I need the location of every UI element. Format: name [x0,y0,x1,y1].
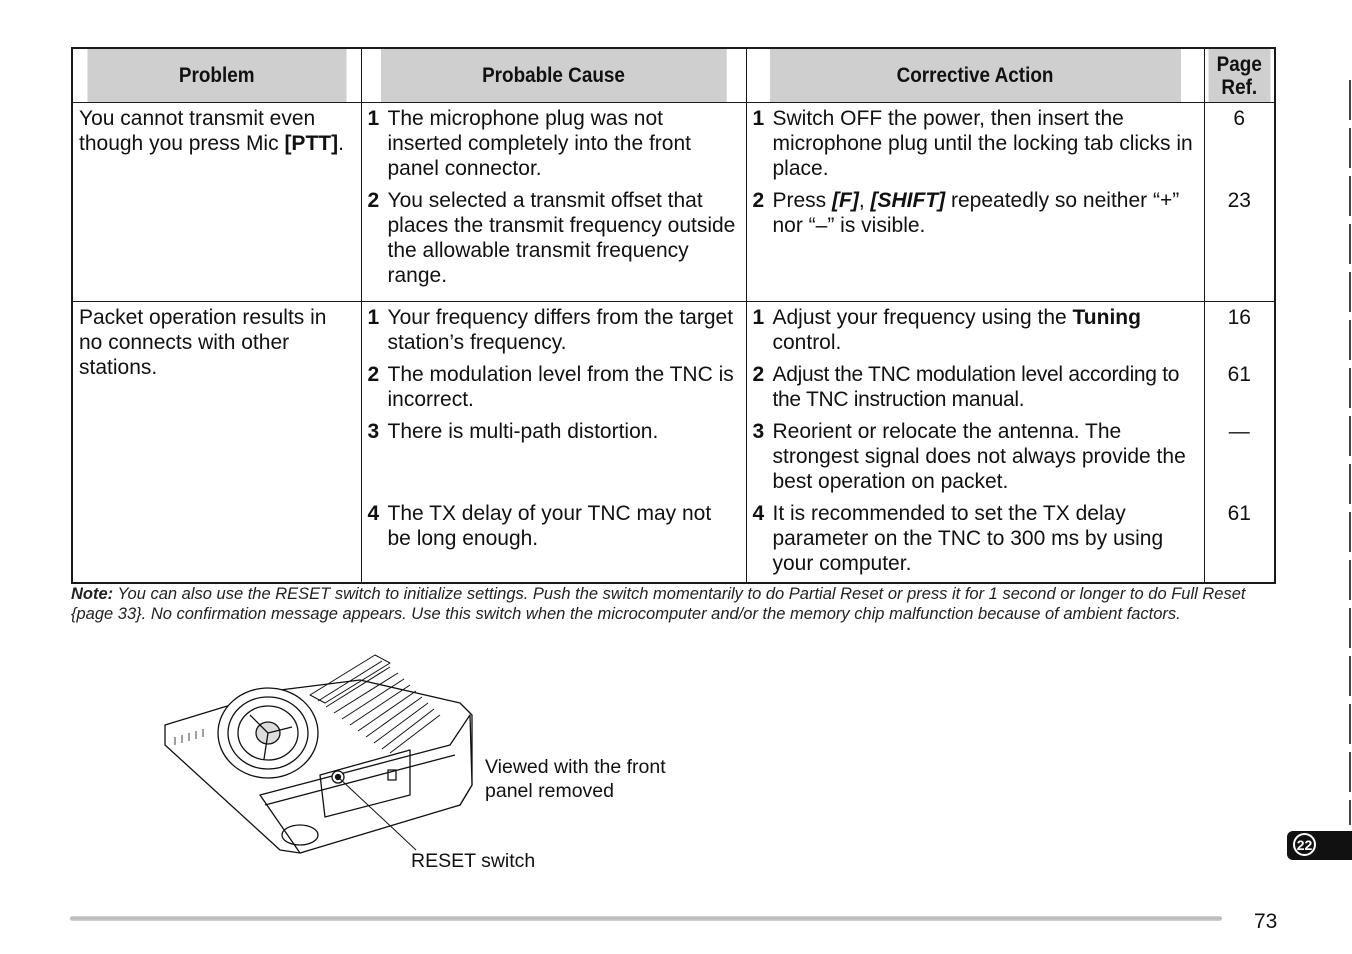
table-row [72,103,1275,302]
header-corrective-action: Corrective Action [769,48,1181,103]
table-row [72,302,1275,584]
cause-item: 2 The modulation level from the TNC is incorrect. [367,363,734,411]
page-number: 73 [1254,910,1278,933]
header-page-ref: Page Ref. [1208,48,1272,103]
chapter-tab [1287,831,1352,860]
chapter-number: 22 [1293,833,1316,856]
cause-item: 4 The TX delay of your TNC may not be long enough. [367,502,712,550]
header-problem: Problem [86,48,346,103]
page-ref: — [1228,420,1250,443]
action-item: 4 It is recommended to set the TX delay parameter on the TNC to 300 ms by using your computer. [752,502,1164,575]
troubleshooting-table [71,47,1276,584]
cause-cell [361,302,746,584]
action-item: 1 Switch OFF the power, then insert the microphone plug until the locking tab clicks in place. [752,107,1193,180]
action-cell [746,302,1204,584]
action-item: 1 Adjust your frequency using the Tuning control. [752,306,1141,354]
page-ref-cell [1204,103,1275,302]
page-ref: 6 [1233,107,1246,130]
cause-item: 1 The microphone plug was not inserted completely into the front panel connector. [367,107,691,180]
cause-item: 3 There is multi-path distortion. [367,420,659,443]
problem-cell: You cannot transmit even though you press Mic [PTT]. [72,103,361,302]
page-ref: 23 [1227,189,1251,212]
edge-index-line [1349,80,1351,825]
cause-item: 1 Your frequency differs from the target station’s frequency. [367,306,734,354]
page-ref: 61 [1227,363,1251,386]
action-cell [746,103,1204,302]
note-paragraph [71,584,1271,624]
cause-cell [361,103,746,302]
page-ref-cell [1204,302,1275,584]
page-ref: 16 [1227,306,1251,329]
header-probable-cause: Probable Cause [380,48,727,103]
radio-illustration [160,645,490,865]
ptt-key: [PTT] [284,132,339,155]
footer-rule [70,916,1222,921]
action-item: 2 Press [F], [SHIFT] repeatedly so neither “+” nor “–” is visible. [752,189,1180,237]
note-text: You can also use the RESET switch to initialize settings. Push the switch momentarily to do Partial Reset or press it for 1 second or longer to do Full Reset {page 33}. No confirmation message appears. Use this switch when the microcomputer and/or the memory chip malfunction because of ambient factors. [71,585,1246,623]
table-header-row [72,48,1275,103]
note-label: Note: [71,585,114,603]
reset-switch-callout: RESET switch [411,850,536,872]
action-item: 3 Reorient or relocate the antenna. The strongest signal does not always provide the best operation on packet. [752,420,1186,493]
action-item: 2 Adjust the TNC modulation level according to the TNC instruction manual. [752,363,1180,411]
cause-item: 2 You selected a transmit offset that places the transmit frequency outside the allowable transmit frequency range. [367,189,736,287]
figure-caption: Viewed with the front panel removed [485,756,666,802]
page-ref: 61 [1227,502,1251,525]
problem-cell: Packet operation results in no connects with other stations. [72,302,361,584]
